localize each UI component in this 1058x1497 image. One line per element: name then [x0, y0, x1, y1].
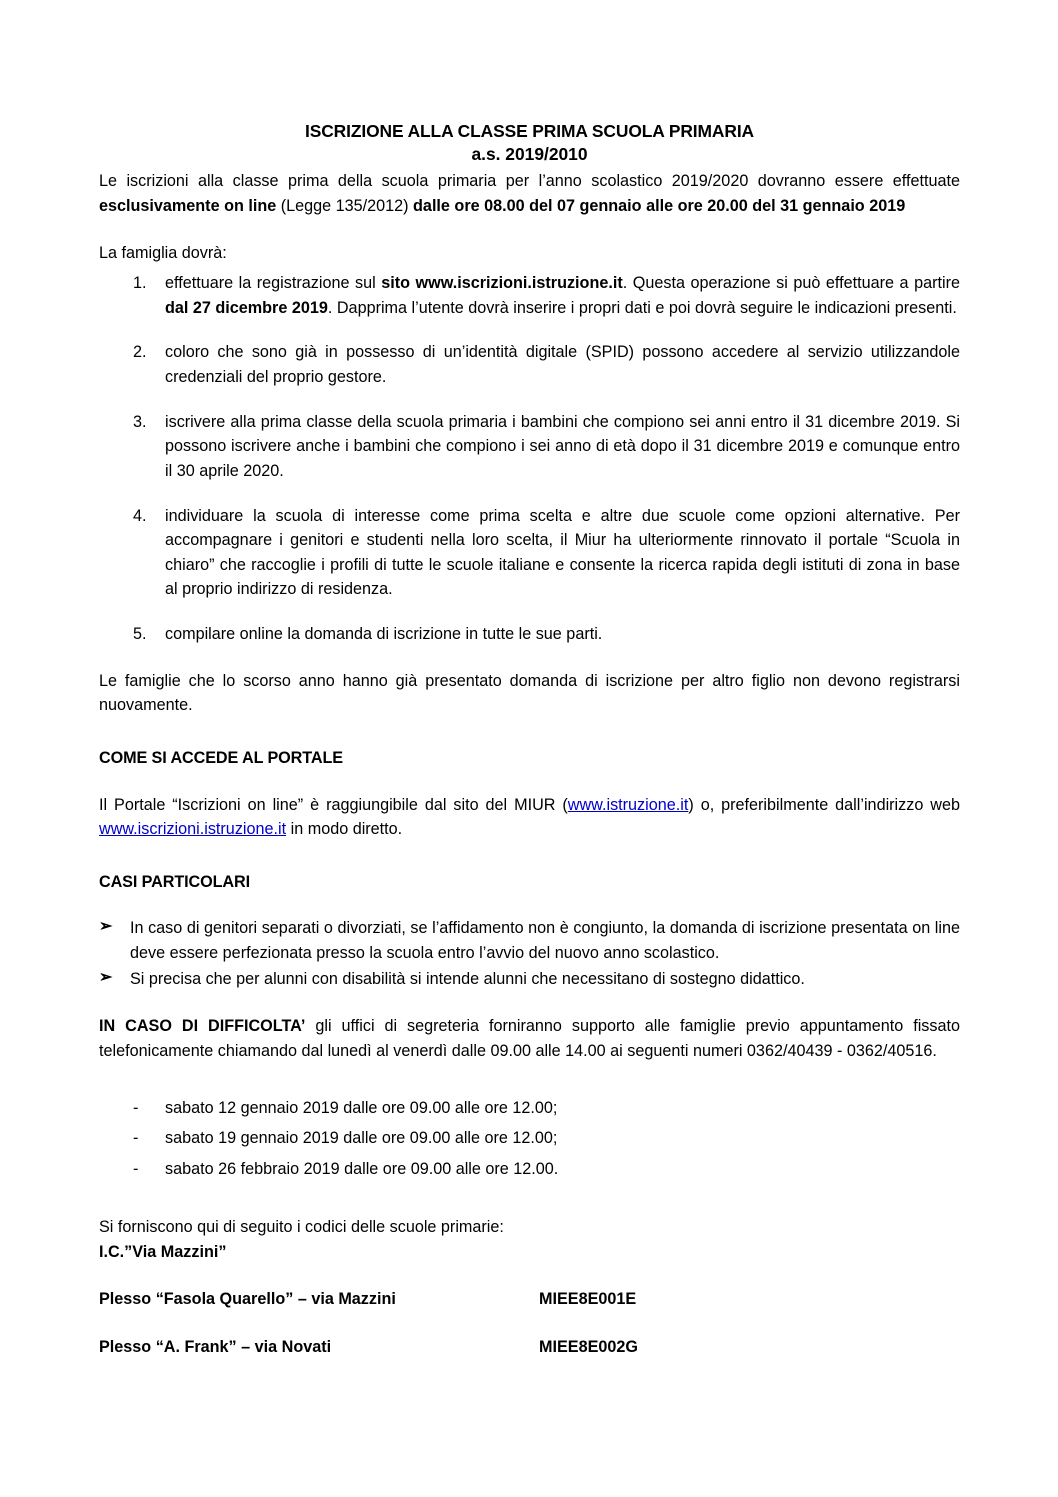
spacer [99, 219, 960, 241]
list-item-text: In caso di genitori separati o divorziati, se l’affidamento non è congiunto, la domanda di iscrizione presentata on line deve essere perfezionata presso la scuola entro l’avvio del nuovo anno scolastico. [130, 919, 960, 963]
list-item-text: sabato 19 gennaio 2019 dalle ore 09.00 alle ore 12.00; [165, 1129, 558, 1148]
list-item-bold-site: sito www.iscrizioni.istruzione.it [381, 274, 623, 293]
list-item-number: 1. [133, 274, 147, 293]
document-body [99, 120, 960, 1360]
intro-bold-online: esclusivamente on line [99, 196, 277, 215]
spacer [99, 718, 960, 746]
list-item [99, 340, 960, 389]
list-item-text-2: . Questa operazione si può effettuare a partire [622, 274, 960, 293]
spacer [99, 647, 960, 669]
list-item-number: 2. [133, 343, 147, 362]
portal-access-paragraph [99, 793, 960, 842]
list-item [99, 916, 960, 965]
list-item [99, 504, 960, 603]
arrow-bullet-icon: ➢ [99, 918, 113, 936]
spacer [99, 842, 960, 870]
spacer [99, 1064, 960, 1096]
list-item-bold-date: dal 27 dicembre 2019 [165, 298, 328, 317]
spacer [99, 771, 960, 793]
table-row [99, 1335, 960, 1360]
list-item-text-3: . Dapprima l’utente dovrà inserire i propri dati e poi dovrà seguire le indicazioni presenti. [327, 298, 957, 317]
page-title: ISCRIZIONE ALLA CLASSE PRIMA SCUOLA PRIMARIA [304, 121, 755, 141]
families-note: Le famiglie che lo scorso anno hanno già presentato domanda di iscrizione per altro figlio non devono registrarsi nuovamente. [99, 671, 960, 715]
list-item-text: individuare la scuola di interesse come prima scelta e altre due scuole come opzioni alternative. Per accompagnare i genitori e studenti nella loro scelta, il Miur ha ulteriormente rinnovato il portale “Scuola in chiaro” che raccoglie i profili di tutte le scuole italiane e consente la ricerca rapida degli istituti di zona in base al proprio indirizzo di residenza. [165, 506, 960, 599]
school-name: Plesso “A. Frank” – via Novati [99, 1338, 332, 1357]
list-item-text: coloro che sono già in possesso di un’identità digitale (SPID) possono accedere al servizio utilizzandole credenziali del proprio gestore. [165, 343, 960, 387]
list-item-text: compilare online la domanda di iscrizione in tutte le sue parti. [165, 625, 603, 644]
difficulty-text: gli uffici di segreteria forniranno supporto alle famiglie previo appuntamento fissato telefonicamente chiamando dal lunedì al venerdì dalle 09.00 alle 14.00 ai seguenti numeri 0362/40439 - 0362/40516. [99, 1017, 960, 1060]
list-item [99, 410, 960, 484]
spacer [99, 894, 960, 916]
list-item-number: 4. [133, 506, 147, 525]
institute-name: I.C.”Via Mazzini” [99, 1243, 227, 1262]
link-istruzione[interactable]: www.istruzione.it [567, 795, 689, 814]
list-item [99, 271, 960, 320]
arrow-bullet-icon: ➢ [99, 968, 113, 986]
list-item [99, 622, 960, 647]
intro-paragraph [99, 169, 960, 218]
intro-text-2: (Legge 135/2012) [276, 196, 414, 215]
dash-bullet-icon: - [133, 1098, 139, 1117]
special-cases-list [99, 916, 960, 991]
special-cases-heading: CASI PARTICOLARI [99, 872, 250, 891]
list-item [99, 1157, 960, 1182]
difficulty-paragraph [99, 1014, 960, 1063]
dash-bullet-icon: - [133, 1129, 139, 1148]
list-item-number: 5. [133, 625, 147, 644]
spacer [99, 992, 960, 1014]
link-iscrizioni-istruzione[interactable]: www.iscrizioni.istruzione.it [99, 820, 287, 839]
list-item-text-1: effettuare la registrazione sul [165, 274, 382, 293]
list-item-number: 3. [133, 412, 147, 431]
difficulty-bold-label: IN CASO DI DIFFICOLTA’ [99, 1017, 306, 1036]
list-item [99, 1126, 960, 1151]
codes-intro: Si forniscono qui di seguito i codici delle scuole primarie: [99, 1218, 504, 1237]
list-item-text: sabato 26 febbraio 2019 dalle ore 09.00 alle ore 12.00. [165, 1159, 559, 1178]
table-row [99, 1287, 960, 1312]
school-name: Plesso “Fasola Quarello” – via Mazzini [99, 1289, 396, 1308]
list-item [99, 1096, 960, 1121]
school-code: MIEE8E001E [539, 1289, 637, 1308]
portal-text-3: in modo diretto. [286, 820, 403, 839]
school-code: MIEE8E002G [539, 1338, 638, 1357]
dash-bullet-icon: - [133, 1159, 139, 1178]
portal-text-1: Il Portale “Iscrizioni on line” è raggiungibile dal sito del MIUR ( [99, 795, 568, 814]
list-item-text: Si precisa che per alunni con disabilità si intende alunni che necessitano di sostegno didattico. [130, 969, 805, 988]
list-item-text: iscrivere alla prima classe della scuola primaria i bambini che compiono sei anni entro il 31 dicembre 2019. Si possono iscrivere anche i bambini che compiono i sei anno di età dopo il 31 dicembre 2019 e comunque entro il 30 aprile 2020. [165, 412, 960, 480]
enrollment-steps-list [99, 271, 960, 647]
portal-access-heading: COME SI ACCEDE AL PORTALE [99, 748, 343, 767]
family-heading: La famiglia dovrà: [99, 243, 227, 262]
spacer [99, 1265, 960, 1287]
portal-text-2: ) o, preferibilmente dall’indirizzo web [688, 795, 960, 814]
list-item-text: sabato 12 gennaio 2019 dalle ore 09.00 alle ore 12.00; [165, 1098, 558, 1117]
saturday-slots-list [99, 1096, 960, 1182]
intro-bold-dates: dalle ore 08.00 del 07 gennaio alle ore 20.00 del 31 gennaio 2019 [413, 196, 906, 215]
list-item [99, 967, 960, 992]
page-subtitle: a.s. 2019/2010 [471, 143, 588, 164]
spacer [99, 1187, 960, 1215]
intro-text-1: Le iscrizioni alla classe prima della scuola primaria per l’anno scolastico 2019/2020 dovranno essere effettuate [99, 172, 960, 191]
